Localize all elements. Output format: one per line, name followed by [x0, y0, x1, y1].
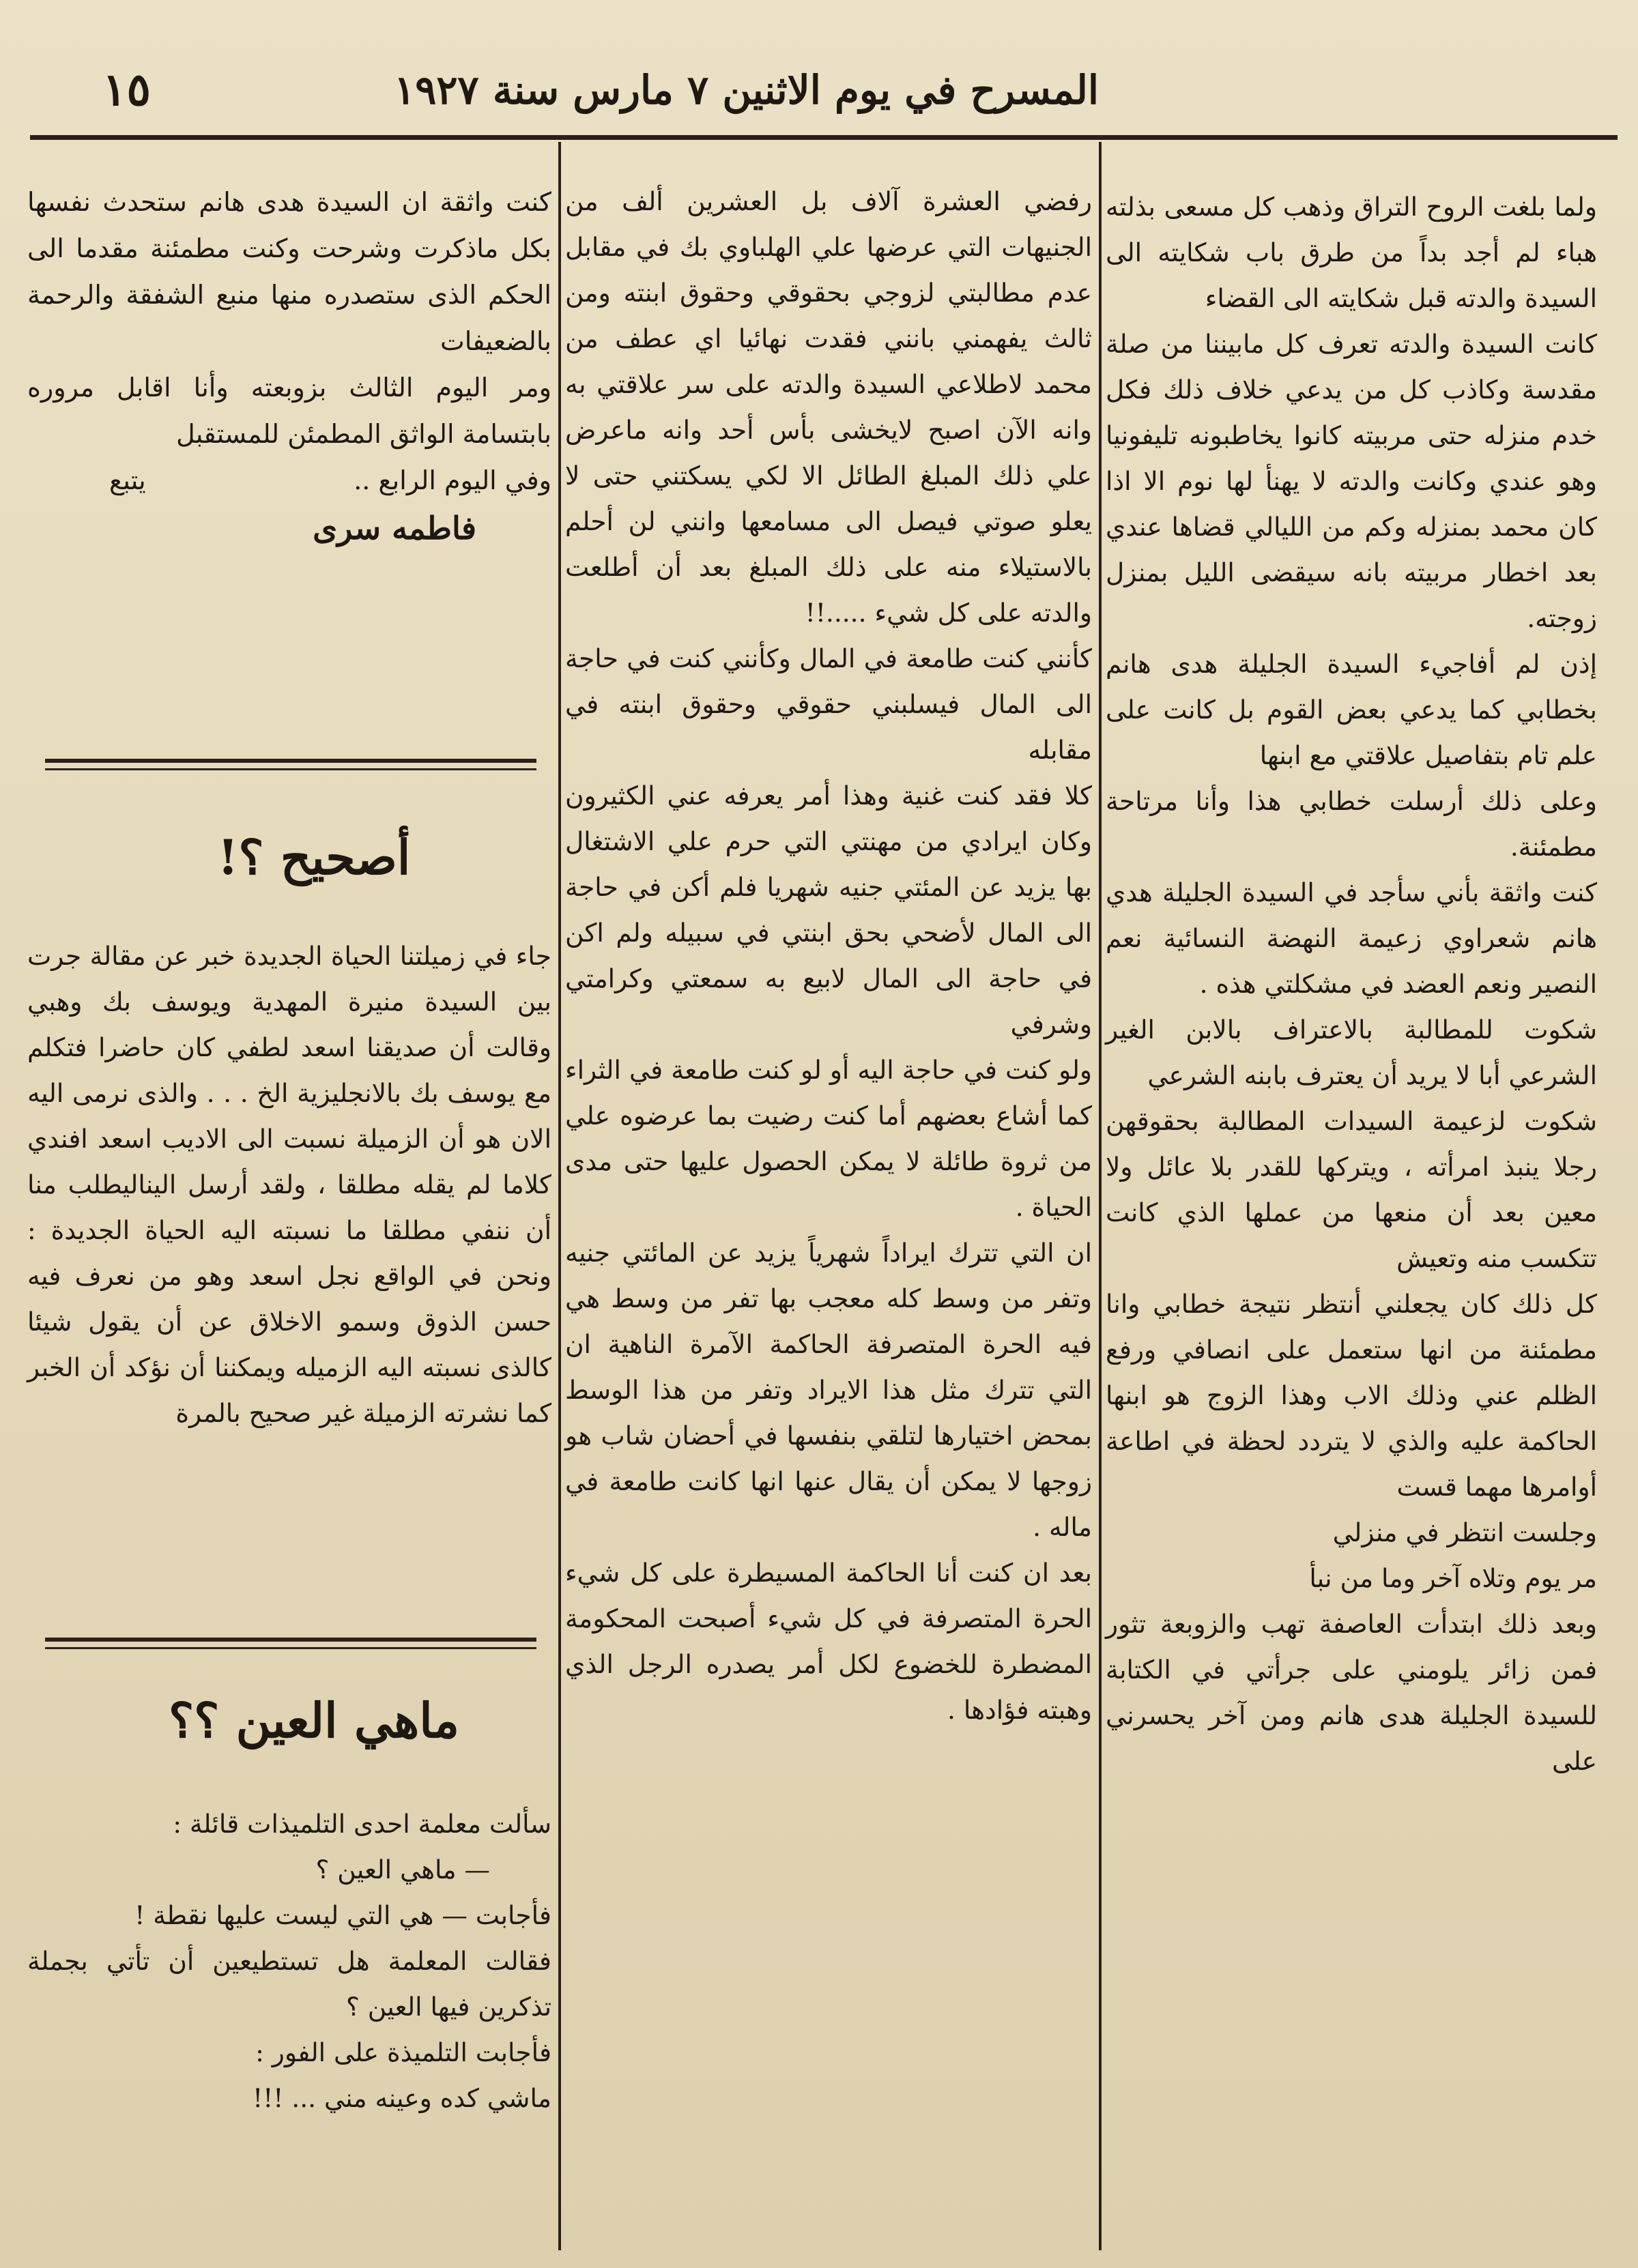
column-left-article-end	[27, 179, 551, 553]
paragraph: ماشي كده وعينه مني ... !!!	[253, 2083, 551, 2113]
paragraph: كنت واثقة بأني سأجد في السيدة الجليلة هدي هانم شعراوي زعيمة النهضة النسائية نعم النصير ونعم العضد في مشكلتي هذه .	[1106, 877, 1597, 999]
column-left-article-ashih	[27, 933, 551, 1436]
paragraph: فأجابت — هي التي ليست عليها نقطة !	[134, 1900, 551, 1930]
paragraph: كل ذلك كان يجعلني أنتظر نتيجة خطابي وانا مطمئنة من انها ستعمل على انصافي ورفع الظلم عني وذلك الاب وهذا الزوج هو ابنها الحاكمة عليه والذي لا يتردد لحظة في اطاعة أوامرها مهما قست	[1106, 1289, 1597, 1502]
column-left-article-mahi-alain	[27, 1801, 551, 2121]
article-title-mahi-alain: ماهي العين ؟؟	[168, 1692, 460, 1749]
paragraph: ان التي تترك ايراداً شهرياً يزيد عن المائتي جنيه وتفر من وسط كله معجب بها تفر من وسط هي فيه الحرة المتصرفة الحاكمة الآمرة الناهية ان التي تترك مثل هذا الايراد وتفر من هذا الوسط بمحض اختيارها لتلقي بنفسها في أحضان شاب هو زوجها لا يمكن أن يقال عنها انها كانت طامعة في ماله .	[565, 1238, 1092, 1542]
paragraph: بعد ان كنت أنا الحاكمة المسيطرة على كل شيء الحرة المتصرفة في كل شيء أصبحت المحكومة المضطرة للخضوع لكل أمر يصدره الرجل الذي وهبته فؤادها .	[565, 1558, 1092, 1725]
article-title-ashih: أصحيح ؟!	[217, 829, 411, 886]
page-number: ١٥	[102, 63, 151, 116]
section-divider	[45, 768, 536, 770]
paragraph: سألت معلمة احدى التلميذات قائلة :	[173, 1809, 551, 1839]
paragraph: ومر اليوم الثالث بزوبعته وأنا اقابل مروره بابتسامة الواثق المطمئن للمستقبل	[27, 373, 551, 449]
paragraph: فأجابت التلميذة على الفور :	[255, 2037, 551, 2067]
paragraph: شكوت للمطالبة بالاعتراف بالابن الغير الشرعي أبا لا يريد أن يعترف بابنه الشرعي	[1106, 1015, 1597, 1090]
paragraph: وفي اليوم الرابع ..	[354, 465, 551, 495]
paragraph: مر يوم وتلاه آخر وما من نبأ	[1309, 1563, 1597, 1593]
column-divider-right	[1099, 142, 1102, 2250]
paragraph: ولو كنت في حاجة اليه أو لو كنت طامعة في الثراء كما أشاع بعضهم أما كنت رضيت بما عرضوه علي من ثروة طائلة لا يمكن الحصول عليها حتى مدى الحياة .	[565, 1055, 1092, 1222]
continued-row	[27, 457, 551, 504]
paragraph: شكوت لزعيمة السيدات المطالبة بحقوقهن رجلا ينبذ امرأته ، ويتركها للقدر بلا عائل ولا معين بعد أن منعها من عملها الذي كانت تتكسب منه وتعيش	[1106, 1106, 1597, 1273]
paragraph: كلا فقد كنت غنية وهذا أمر يعرفه عني الكثيرون وكان ايرادي من مهنتي التي حرم علي الاشتغال بها يزيد عن المئتي جنيه شهريا فلم أكن في حاجة الى المال لأضحي بحق ابنتي في سبيله ولم اكن في حاجة الى المال لابيع به سمعتي وكرامتي وشرفي	[565, 781, 1092, 1039]
section-divider	[45, 1647, 536, 1649]
column-divider-left	[558, 142, 561, 2250]
paragraph: وعلى ذلك أرسلت خطابي هذا وأنا مرتاحة مطمئنة.	[1106, 786, 1597, 862]
author-signature: فاطمه سرى	[313, 510, 476, 547]
paragraph: — ماهي العين ؟	[315, 1855, 490, 1885]
section-divider	[45, 1638, 536, 1642]
paragraph: كنت واثقة ان السيدة هدى هانم ستحدث نفسها بكل ماذكرت وشرحت وكنت مطمئنة مقدما الى الحكم الذى ستصدره منها منبع الشفقة والرحمة بالضعيفات	[27, 187, 551, 356]
header-rule	[30, 135, 1618, 140]
paragraph: إذن لم أفاجيء السيدة الجليلة هدى هانم بخطابي كما يدعي بعض القوم بل كانت على علم تام بتفاصيل علاقتي مع ابنها	[1106, 649, 1597, 770]
section-divider	[45, 759, 536, 763]
paragraph: كانت السيدة والدته تعرف كل مابيننا من صلة مقدسة وكاذب كل من يدعي خلاف ذلك فكل خدم منزله حتى مربيته كانوا يخاطبونه تليفونيا وهو عندي وكانت والدته لا يهنأ لها نوم الا اذا كان محمد بمنزله وكم من الليالي قضاها عندي بعد اخطار مربيته بانه سيقضى الليل بمنزل زوجته.	[1106, 329, 1597, 633]
paragraph: رفضي العشرة آلاف بل العشرين ألف من الجنيهات التي عرضها علي الهلباوي بك في مقابل عدم مطالبتي لزوجي بحقوقي وحقوق ابنته ومن ثالث يفهمني بانني فقدت نهائيا اي عطف من محمد لاطلاعي السيدة والدته على سر علاقتي به وانه الآن اصبح لايخشى بأس أحد وانه ماعرض علي ذلك المبلغ الطائل الا لكي يسكتني حتى لا يعلو صوتي فيصل الى مسامعها وانني لن أحلم بالاستيلاء منه على ذلك المبلغ بعد أن أطلعت والدته على كل شيء .....!!	[565, 186, 1092, 628]
paragraph: فقالت المعلمة هل تستطيعين أن تأتي بجملة تذكرين فيها العين ؟	[27, 1946, 551, 2022]
paragraph: وجلست انتظر في منزلي	[1332, 1517, 1597, 1547]
continued-label: يتبع	[109, 465, 146, 495]
paragraph: كأنني كنت طامعة في المال وكأنني كنت في حاجة الى المال فيسلبني حقوقي وحقوق ابنته في مقابله	[565, 643, 1092, 765]
paragraph: ولما بلغت الروح التراق وذهب كل مسعى بذلته هباء لم أجد بداً من طرق باب شكايته الى السيدة والدته قبل شكايته الى القضاء	[1106, 192, 1597, 313]
paragraph: جاء في زميلتنا الحياة الجديدة خبر عن مقالة جرت بين السيدة منيرة المهدية ويوسف بك وهبي وقالت أن صديقنا اسعد لطفي كان حاضرا فتكلم مع يوسف بك بالانجليزية الخ . . . والذى نرمى اليه الان هو أن الزميلة نسبت الى الاديب اسعد افندي كلاما لم يقله مطلقا ، ولقد أرسل اليناليطلب منا أن ننفي مطلقا ما نسبته اليه الحياة الجديدة : ونحن في الواقع نجل اسعد وهو من نعرف فيه حسن الذوق وسمو الاخلاق عن أن يقول شيئا كالذى نسبته اليه الزميله ويمكننا أن نؤكد أن الخبر كما نشرته الزميلة غير صحيح بالمرة	[27, 941, 551, 1428]
paragraph: وبعد ذلك ابتدأت العاصفة تهب والزوبعة تثور فمن زائر يلومني على جرأتي في الكتابة للسيدة الجليلة هدى هانم ومن آخر يحسرني على	[1106, 1609, 1597, 1776]
column-right	[1106, 184, 1597, 1784]
masthead-title: المسرح في يوم الاثنين ٧ مارس سنة ١٩٢٧	[394, 67, 1099, 113]
column-middle	[565, 179, 1092, 1733]
